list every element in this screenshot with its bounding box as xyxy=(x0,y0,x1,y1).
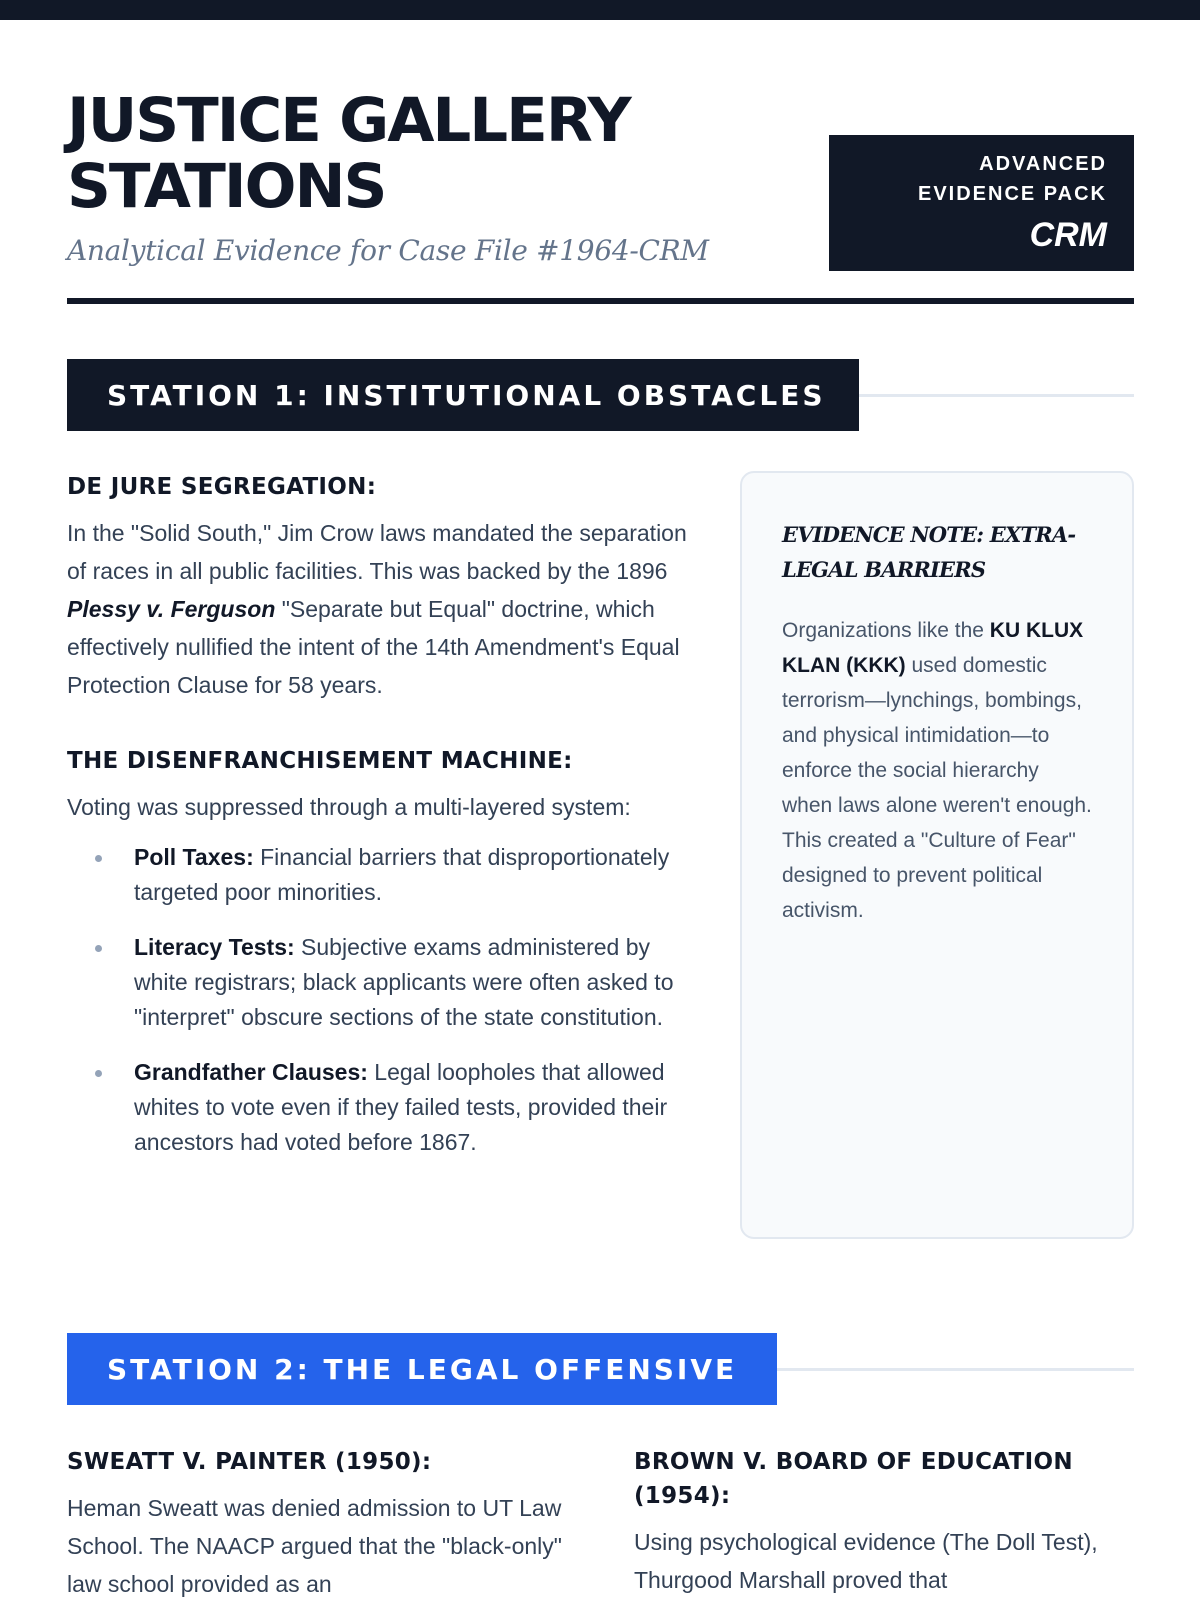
sweatt-title: SWEATT V. PAINTER (1950): xyxy=(67,1449,432,1475)
evidence-note-text xyxy=(782,613,1092,928)
list-item xyxy=(67,1055,695,1160)
sweatt-paragraph: Heman Sweatt was denied admission to UT Law School. The NAACP argued that the "black-only" law school provided as an xyxy=(67,1495,562,1597)
station-1-rule xyxy=(859,394,1134,397)
station-2-header xyxy=(67,1333,1134,1405)
dejure-title: DE JURE SEGREGATION: xyxy=(67,474,377,500)
note-text-before: Organizations like the xyxy=(782,619,990,642)
header-divider xyxy=(67,298,1134,304)
machine-intro: Voting was suppressed through a multi-layered system: xyxy=(67,794,631,820)
brown-title: BROWN V. BOARD OF EDUCATION (1954): xyxy=(634,1449,1073,1509)
pack-label-line-2: EVIDENCE PACK xyxy=(918,183,1107,205)
machine-title: THE DISENFRANCHISEMENT MACHINE: xyxy=(67,748,573,774)
sweatt-column xyxy=(67,1445,567,1600)
list-item-term: Grandfather Clauses: xyxy=(134,1059,368,1085)
list-item-term: Poll Taxes: xyxy=(134,844,254,870)
list-item-desc: Financial barriers that disproportionately targeted poor minorities. xyxy=(134,844,670,905)
station-2-rule xyxy=(777,1368,1134,1371)
brown-column xyxy=(634,1445,1134,1599)
list-item xyxy=(67,840,695,910)
station-1-main-column xyxy=(67,470,695,1180)
list-item-desc: Legal loopholes that allowed whites to vote even if they failed tests, provided their ancestors had voted before 1867. xyxy=(134,1059,668,1155)
note-org-name: KU KLUX KLAN (KKK) xyxy=(782,619,1084,677)
note-text-after: used domestic terrorism—lynchings, bombings, and physical intimidation—to enforce the social hierarchy when laws alone weren't enough. This created a "Culture of Fear" designed to prevent political activism. xyxy=(782,654,1092,922)
station-1-header xyxy=(67,359,1134,431)
evidence-pack-badge xyxy=(829,135,1134,271)
dejure-text-before: In the "Solid South," Jim Crow laws mandated the separation of races in all public facilities. This was backed by the 1896 xyxy=(67,520,687,584)
page-header xyxy=(67,85,1134,308)
evidence-note-card xyxy=(740,471,1134,1239)
list-item-term: Literacy Tests: xyxy=(134,934,295,960)
page-title-line-2: STATIONS xyxy=(67,151,386,222)
plessy-case-name: Plessy v. Ferguson xyxy=(67,596,276,622)
brown-paragraph: Using psychological evidence (The Doll Test), Thurgood Marshall proved that xyxy=(634,1529,1098,1593)
barrier-list xyxy=(67,840,695,1160)
dejure-text-after: "Separate but Equal" doctrine, which effectively nullified the intent of the 14th Amendment's Equal Protection Clause for 58 years. xyxy=(67,596,680,698)
station-1-title: STATION 1: INSTITUTIONAL OBSTACLES xyxy=(67,359,859,431)
list-item-desc: Subjective exams administered by white registrars; black applicants were often asked to "interpret" obscure sections of the state constitution. xyxy=(134,934,674,1030)
page-title-line-1: JUSTICE GALLERY xyxy=(67,85,630,156)
dejure-paragraph xyxy=(67,514,695,704)
list-item xyxy=(67,930,695,1035)
evidence-note-title: EVIDENCE NOTE: EXTRA-LEGAL BARRIERS xyxy=(782,522,1076,582)
pack-code: CRM xyxy=(1029,216,1107,254)
top-accent-bar xyxy=(0,0,1200,20)
page-subtitle: Analytical Evidence for Case File #1964-CRM xyxy=(67,234,709,267)
station-2-title: STATION 2: THE LEGAL OFFENSIVE xyxy=(67,1333,777,1405)
pack-label-line-1: ADVANCED xyxy=(979,153,1107,175)
